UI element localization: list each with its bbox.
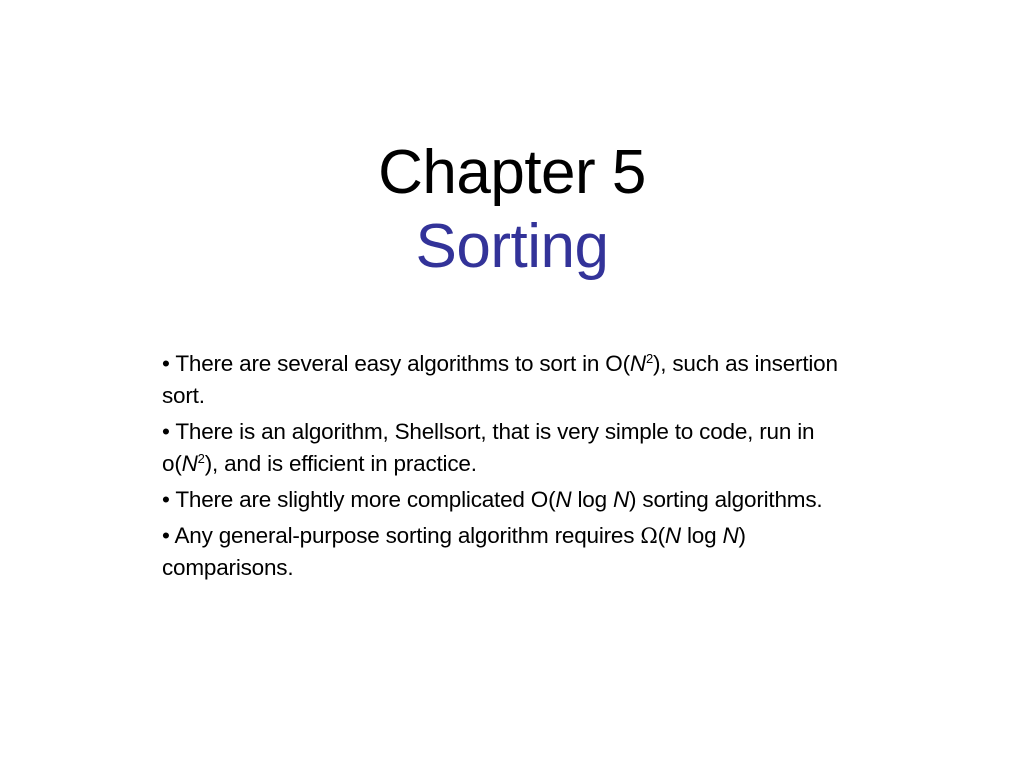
slide-subtitle: Sorting — [415, 212, 609, 281]
math-exponent: 2 — [197, 451, 205, 466]
bullet-list — [162, 348, 862, 588]
omega-symbol: Ω — [640, 524, 658, 548]
title-block — [0, 136, 1024, 284]
math-variable: N — [555, 487, 572, 512]
bullet-marker: • — [162, 523, 170, 548]
bullet-text: ), and is efficient in practice. — [204, 451, 477, 476]
bullet-text: There are several easy algorithms to sort in O( — [175, 351, 630, 376]
bullet-text: There is an algorithm, Shellsort, that is very simple to code, run in o( — [162, 419, 815, 476]
bullet-marker: • — [162, 419, 170, 444]
slide-title: Chapter 5 — [378, 138, 646, 207]
bullet-text: There are slightly more complicated O( — [175, 487, 556, 512]
bullet-text: ( — [657, 523, 665, 548]
math-variable: N — [181, 451, 198, 476]
bullet-text: log — [680, 523, 723, 548]
bullet-text: ) comparisons. — [162, 523, 746, 580]
bullet-text: log — [571, 487, 613, 512]
math-variable: N — [722, 523, 739, 548]
bullet-text: ), such as insertion sort. — [162, 351, 838, 408]
bullet-item — [162, 348, 862, 412]
bullet-text: Any general-purpose sorting algorithm requires — [174, 523, 641, 548]
bullet-item — [162, 416, 862, 480]
math-variable: N — [664, 523, 681, 548]
bullet-marker: • — [162, 487, 170, 512]
math-variable: N — [629, 351, 646, 376]
bullet-text: ) sorting algorithms. — [629, 487, 823, 512]
bullet-marker: • — [162, 351, 170, 376]
bullet-item — [162, 520, 862, 584]
bullet-item — [162, 484, 862, 516]
math-variable: N — [612, 487, 630, 512]
math-exponent: 2 — [645, 351, 653, 366]
